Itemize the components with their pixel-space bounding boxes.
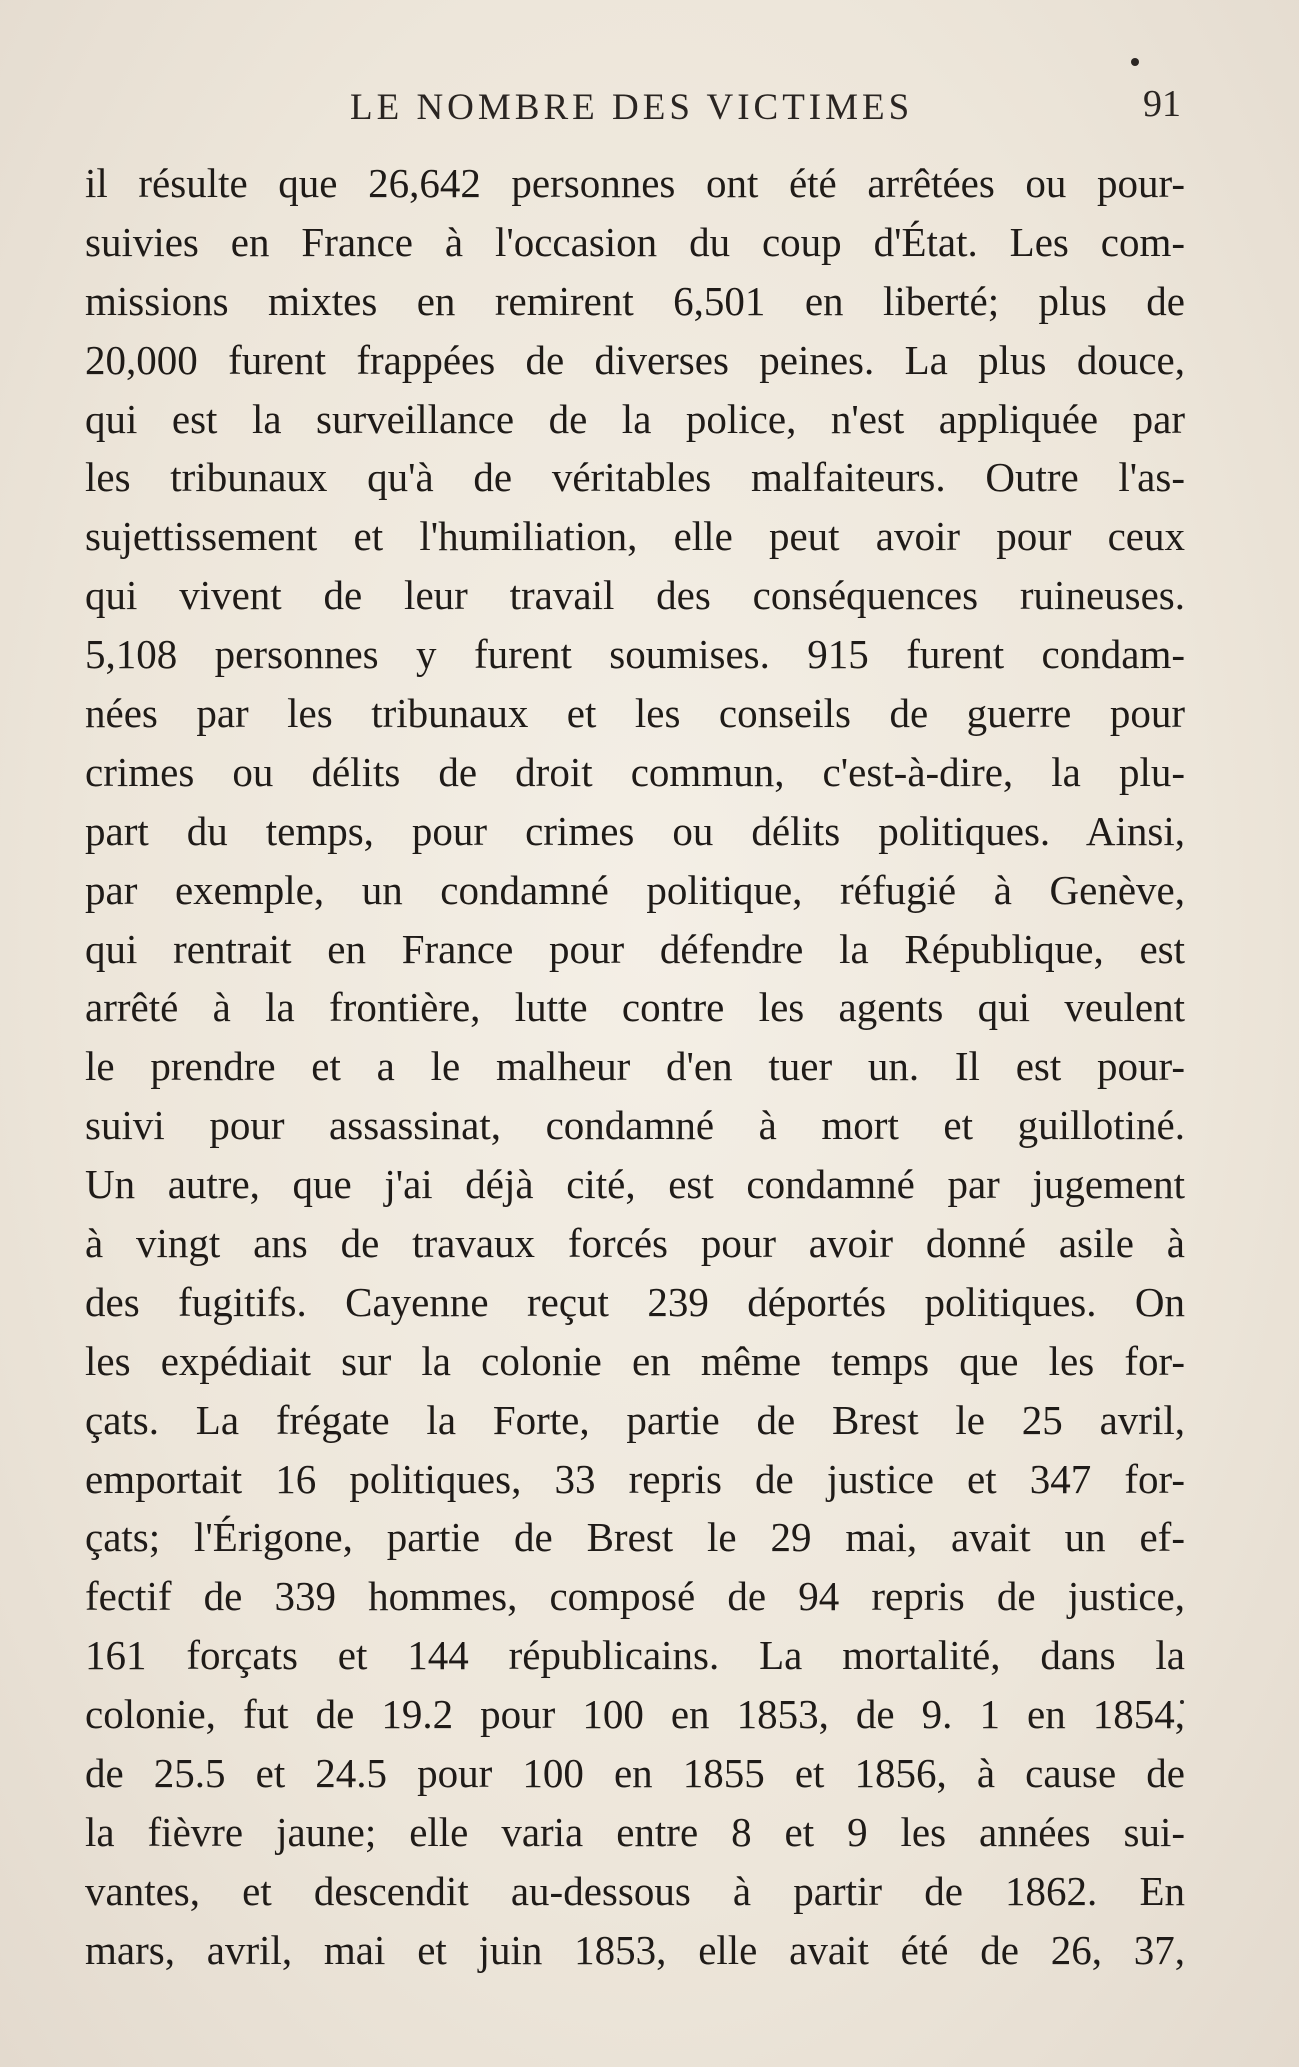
text-line: emportait 16 politiques, 33 repris de justice et 347 for- (85, 1455, 1185, 1502)
text-line: çats; l'Érigone, partie de Brest le 29 mai, avait un ef- (85, 1514, 1185, 1561)
running-title: LE NOMBRE DES VICTIMES (350, 87, 914, 128)
page-header (0, 78, 1299, 138)
text-line: par exemple, un condamné politique, réfugié à Genève, (85, 866, 1185, 913)
text-line: vantes, et descendit au-dessous à partir de 1862. En (85, 1867, 1185, 1914)
text-line: suivies en France à l'occasion du coup d'État. Les com- (85, 218, 1185, 265)
text-line: le prendre et a le malheur d'en tuer un. Il est pour- (85, 1043, 1185, 1090)
text-line: qui est la surveillance de la police, n'est appliquée par (85, 395, 1185, 442)
text-line: part du temps, pour crimes ou délits politiques. Ainsi, (85, 807, 1185, 854)
text-line: qui vivent de leur travail des conséquences ruineuses. (85, 572, 1185, 619)
ink-speck (1131, 58, 1139, 66)
text-line: sujettissement et l'humiliation, elle peut avoir pour ceux (85, 513, 1185, 560)
text-line: nées par les tribunaux et les conseils de guerre pour (85, 690, 1185, 737)
text-line: fectif de 339 hommes, composé de 94 repris de justice, (85, 1573, 1185, 1620)
text-line: colonie, fut de 19.2 pour 100 en 1853, de 9. 1 en 1854, (85, 1691, 1185, 1738)
text-line: crimes ou délits de droit commun, c'est-à-dire, la plu- (85, 748, 1185, 795)
text-line: Un autre, que j'ai déjà cité, est condamné par jugement (85, 1161, 1185, 1208)
text-line: arrêté à la frontière, lutte contre les agents qui veulent (85, 984, 1185, 1031)
text-line: de 25.5 et 24.5 pour 100 en 1855 et 1856, à cause de (85, 1750, 1185, 1797)
text-line: çats. La frégate la Forte, partie de Brest le 25 avril, (85, 1396, 1185, 1443)
page-number: 91 (1143, 83, 1181, 125)
text-line: 5,108 personnes y furent soumises. 915 furent condam- (85, 631, 1185, 678)
text-line: 161 forçats et 144 républicains. La mortalité, dans la (85, 1632, 1185, 1679)
text-line: à vingt ans de travaux forcés pour avoir donné asile à (85, 1220, 1185, 1267)
text-line: des fugitifs. Cayenne reçut 239 déportés politiques. On (85, 1278, 1185, 1325)
text-line: qui rentrait en France pour défendre la République, est (85, 925, 1185, 972)
text-line: la fièvre jaune; elle varia entre 8 et 9 les années sui- (85, 1808, 1185, 1855)
body-text (85, 154, 1185, 1980)
text-line: 20,000 furent frappées de diverses peines. La plus douce, (85, 336, 1185, 383)
text-line: missions mixtes en remirent 6,501 en liberté; plus de (85, 277, 1185, 324)
text-line: mars, avril, mai et juin 1853, elle avait été de 26, 37, (85, 1926, 1185, 1973)
text-line: il résulte que 26,642 personnes ont été arrêtées ou pour- (85, 160, 1185, 206)
text-line: suivi pour assassinat, condamné à mort et guillotiné. (85, 1102, 1185, 1149)
text-line: les expédiait sur la colonie en même temps que les for- (85, 1337, 1185, 1384)
text-line: les tribunaux qu'à de véritables malfaiteurs. Outre l'as- (85, 454, 1185, 501)
